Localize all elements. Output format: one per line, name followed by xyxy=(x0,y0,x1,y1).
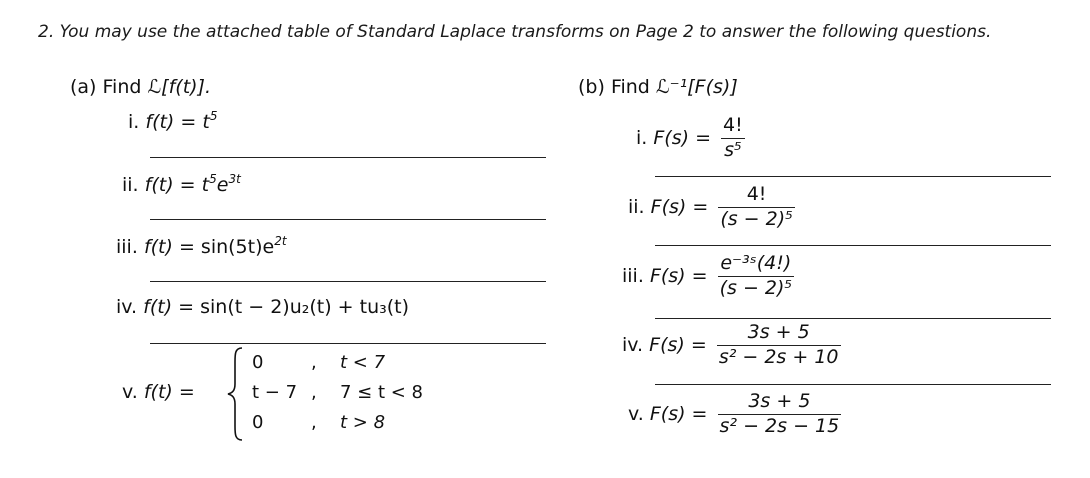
part-b-item-ii xyxy=(628,185,795,230)
item-rhs-exp-base: e xyxy=(216,174,229,196)
case-1-sep: , xyxy=(311,352,317,373)
fraction-denominator: s² − 2s + 10 xyxy=(718,345,839,368)
part-b-item-iii xyxy=(622,254,794,299)
part-b-item-v xyxy=(628,392,841,437)
part-a-title-word: Find xyxy=(102,76,142,98)
case-3-sep: , xyxy=(311,412,317,433)
answer-line-a-iii[interactable] xyxy=(150,281,546,282)
fraction-denominator: s² − 2s − 15 xyxy=(719,414,840,437)
part-b-item-iv xyxy=(622,323,841,368)
part-a-item-iv xyxy=(116,296,409,318)
case-2-sep: , xyxy=(311,382,317,403)
item-number: iv. xyxy=(622,333,644,356)
item-number: iii. xyxy=(622,264,644,287)
item-number: v. xyxy=(122,381,138,403)
fraction xyxy=(718,185,794,230)
case-3-cond: t > 8 xyxy=(340,412,386,433)
item-lhs: f(t) = xyxy=(143,236,195,258)
fraction-denominator: (s − 2)⁵ xyxy=(719,276,793,299)
part-a-label: (a) xyxy=(70,76,97,98)
fraction xyxy=(717,323,841,368)
fraction-numerator: 4! xyxy=(718,185,794,208)
left-brace-icon xyxy=(226,346,246,442)
item-lhs: F(s) = xyxy=(653,126,711,149)
case-3-value: 0 xyxy=(252,412,264,433)
answer-line-a-ii[interactable] xyxy=(150,219,546,220)
part-b-title-word: Find xyxy=(610,76,650,98)
item-rhs: t xyxy=(201,174,210,196)
item-lhs: f(t) = xyxy=(143,381,195,403)
case-1-value: 0 xyxy=(252,352,264,373)
item-lhs: f(t) = xyxy=(143,296,195,318)
case-2-cond: 7 ≤ t < 8 xyxy=(340,382,424,403)
item-number: i. xyxy=(636,126,648,149)
part-a-item-v xyxy=(122,381,195,403)
fraction xyxy=(721,116,745,161)
item-rhs-exponent-2: 3t xyxy=(228,172,241,186)
item-rhs: sin(5t)e xyxy=(200,236,275,258)
item-lhs: F(s) = xyxy=(650,195,709,218)
item-lhs: F(s) = xyxy=(649,402,708,425)
fraction-numerator: 3s + 5 xyxy=(718,392,842,415)
question-number: 2. xyxy=(38,22,55,42)
item-number: i. xyxy=(128,111,140,133)
part-a-header xyxy=(70,76,211,98)
part-a-title-expr: ℒ[f(t)]. xyxy=(147,76,212,98)
item-rhs: t xyxy=(202,111,210,133)
fraction-denominator: s⁵ xyxy=(724,138,742,161)
item-number: iv. xyxy=(116,296,138,318)
part-a-item-ii xyxy=(122,174,241,196)
answer-line-a-i[interactable] xyxy=(150,157,546,158)
answer-line-b-iv[interactable] xyxy=(655,384,1051,385)
answer-line-a-iv[interactable] xyxy=(150,343,546,344)
item-rhs: sin(t − 2)u₂(t) + tu₃(t) xyxy=(200,296,410,318)
part-b-title-expr: ℒ⁻¹[F(s)] xyxy=(655,76,738,98)
fraction-numerator: e⁻³ˢ(4!) xyxy=(718,254,794,277)
item-rhs-exponent: 2t xyxy=(274,234,287,248)
part-b-label: (b) xyxy=(578,76,605,98)
item-lhs: F(s) = xyxy=(649,333,707,356)
question-text: You may use the attached table of Standard Laplace transforms on Page 2 to answer the following questions. xyxy=(59,22,992,42)
item-number: v. xyxy=(628,402,644,425)
item-lhs: F(s) = xyxy=(649,264,708,287)
item-lhs: f(t) = xyxy=(144,174,196,196)
item-number: ii. xyxy=(122,174,139,196)
fraction xyxy=(718,392,842,437)
part-b-item-i xyxy=(636,116,745,161)
item-number: iii. xyxy=(116,236,138,258)
answer-line-b-i[interactable] xyxy=(655,176,1051,177)
fraction-numerator: 3s + 5 xyxy=(717,323,841,346)
fraction xyxy=(718,254,794,299)
item-rhs-exponent: 5 xyxy=(209,109,218,123)
case-2-value: t − 7 xyxy=(252,382,298,403)
fraction-denominator: (s − 2)⁵ xyxy=(720,207,793,230)
answer-line-b-iii[interactable] xyxy=(655,318,1051,319)
item-number: ii. xyxy=(628,195,645,218)
answer-line-b-ii[interactable] xyxy=(655,245,1051,246)
part-a-item-iii xyxy=(116,236,287,258)
part-b-header xyxy=(578,76,738,98)
question-intro xyxy=(38,22,991,42)
item-rhs-exponent: 5 xyxy=(209,172,217,186)
case-1-cond: t < 7 xyxy=(340,352,386,373)
part-a-item-i xyxy=(128,111,217,133)
fraction-numerator: 4! xyxy=(721,116,745,139)
item-lhs: f(t) = xyxy=(145,111,197,133)
